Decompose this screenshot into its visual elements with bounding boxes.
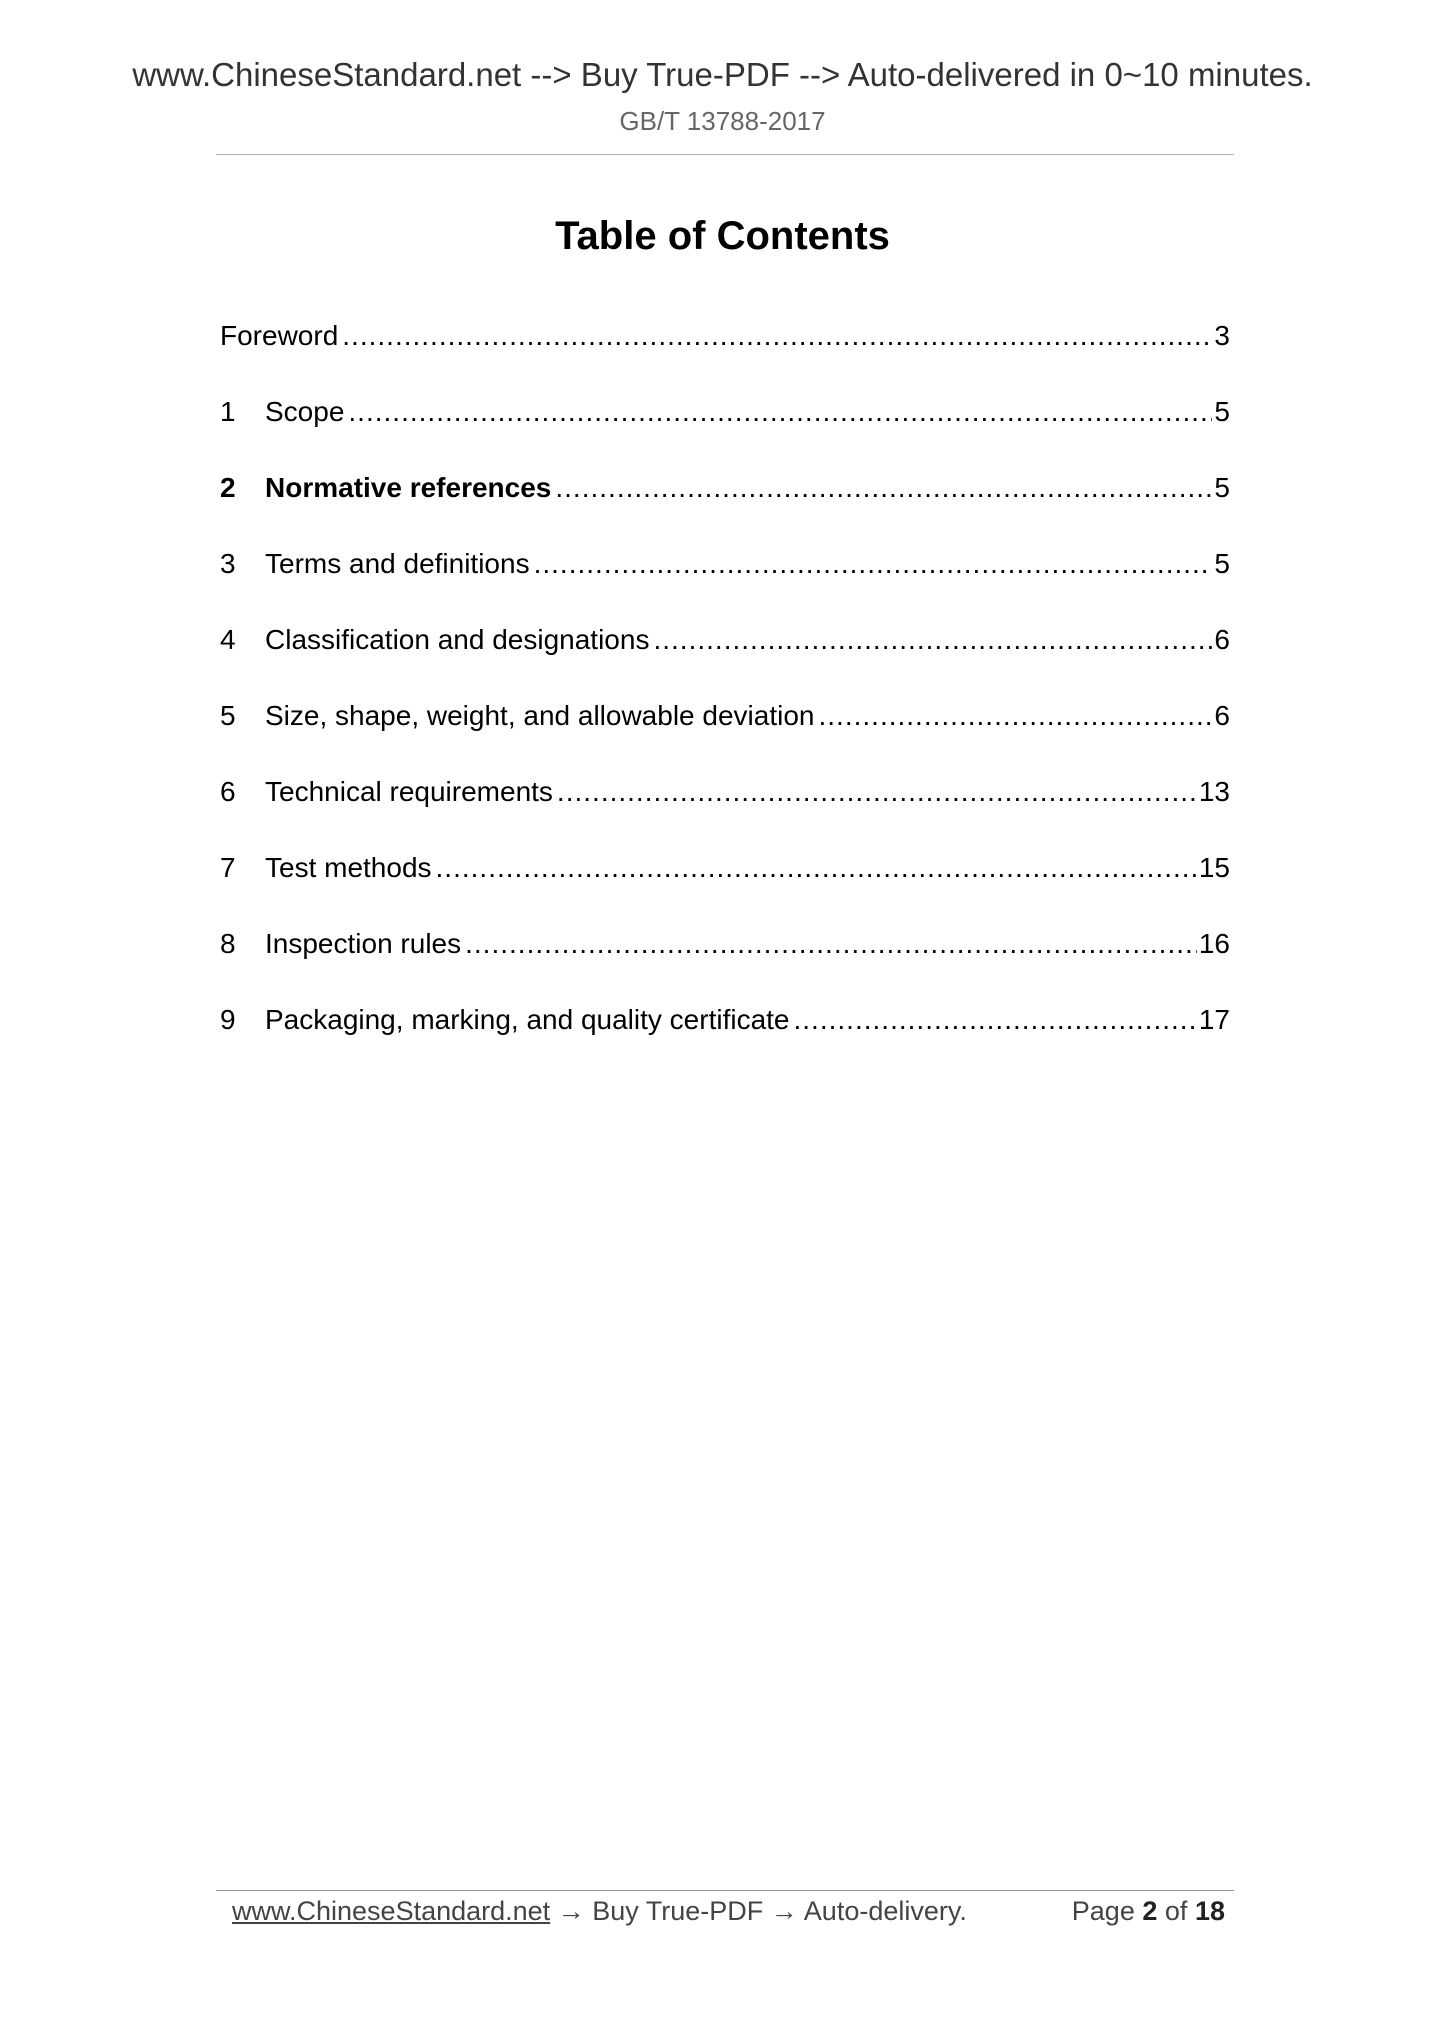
toc-entry-title: Classification and designations — [265, 624, 650, 655]
footer-buy-text: Buy True-PDF — [592, 1896, 764, 1926]
arrow-right-icon: → — [557, 1896, 585, 1926]
toc-entry-title: Scope — [265, 396, 345, 427]
page-indicator — [1072, 1896, 1225, 1927]
toc-dot-leader — [555, 468, 1212, 508]
toc-entry-page: 13 — [1198, 776, 1230, 807]
toc-dot-leader — [465, 924, 1197, 964]
page-title: Table of Contents — [555, 214, 890, 258]
toc-entry-title: Inspection rules — [265, 928, 462, 959]
toc-entry-number: 5 — [220, 700, 236, 731]
toc-entry[interactable] — [220, 316, 1230, 356]
toc-entry-number: 7 — [220, 852, 236, 883]
toc-entry[interactable] — [220, 848, 1230, 888]
toc-entry-page: 3 — [1214, 320, 1230, 351]
toc-dot-leader — [653, 620, 1212, 660]
header-divider — [216, 154, 1234, 155]
toc-entry-number: 4 — [220, 624, 236, 655]
toc-entry-page: 15 — [1198, 852, 1230, 883]
footer-links — [232, 1896, 967, 1927]
toc-entry[interactable] — [220, 1000, 1230, 1040]
toc-entry[interactable] — [220, 620, 1230, 660]
toc-entry-page: 5 — [1214, 472, 1230, 503]
toc-dot-leader — [818, 696, 1212, 736]
document-code: GB/T 13788-2017 — [619, 106, 826, 136]
page-current: 2 — [1142, 1896, 1158, 1926]
toc-dot-leader — [436, 848, 1197, 888]
toc-entry-page: 5 — [1214, 396, 1230, 427]
toc-entry-title: Packaging, marking, and quality certificate — [265, 1004, 790, 1035]
toc-entry[interactable] — [220, 772, 1230, 812]
toc-entry-page: 6 — [1214, 624, 1230, 655]
page-total: 18 — [1194, 1896, 1225, 1926]
footer-delivery-text: Auto-delivery. — [803, 1896, 967, 1926]
toc-entry-page: 17 — [1198, 1004, 1230, 1035]
toc-entry[interactable] — [220, 392, 1230, 432]
toc-entry[interactable] — [220, 924, 1230, 964]
toc-entry[interactable] — [220, 544, 1230, 584]
toc-entry-page: 16 — [1198, 928, 1230, 959]
toc-entry[interactable] — [220, 696, 1230, 736]
toc-entry-number: 2 — [220, 472, 236, 503]
toc-dot-leader — [794, 1000, 1197, 1040]
toc-entry-title: Test methods — [265, 852, 432, 883]
toc-entry-title: Size, shape, weight, and allowable deviation — [265, 700, 815, 731]
footer-website-link[interactable]: www.ChineseStandard.net — [232, 1896, 551, 1926]
toc-entry-title: Normative references — [265, 472, 552, 503]
header-banner: www.ChineseStandard.net --> Buy True-PDF --> Auto-delivered in 0~10 minutes. — [132, 56, 1313, 93]
toc-dot-leader — [534, 544, 1213, 584]
toc-entry-title: Terms and definitions — [265, 548, 530, 579]
toc-entry-title: Foreword — [220, 320, 339, 351]
footer-divider — [216, 1890, 1234, 1891]
toc-entry-page: 6 — [1214, 700, 1230, 731]
toc-entry-title: Technical requirements — [265, 776, 553, 807]
toc-entry-page: 5 — [1214, 548, 1230, 579]
toc-entry-number: 6 — [220, 776, 236, 807]
toc-entry-number: 1 — [220, 396, 236, 427]
arrow-right-icon: → — [770, 1896, 798, 1926]
toc-dot-leader — [342, 316, 1212, 356]
toc-entry[interactable] — [220, 468, 1230, 508]
toc-dot-leader — [557, 772, 1197, 812]
toc-entry-number: 9 — [220, 1004, 236, 1035]
toc-entry-number: 8 — [220, 928, 236, 959]
page-of: of — [1164, 1896, 1188, 1926]
toc-dot-leader — [348, 392, 1212, 432]
page-label: Page — [1071, 1896, 1135, 1926]
toc-entry-number: 3 — [220, 548, 236, 579]
